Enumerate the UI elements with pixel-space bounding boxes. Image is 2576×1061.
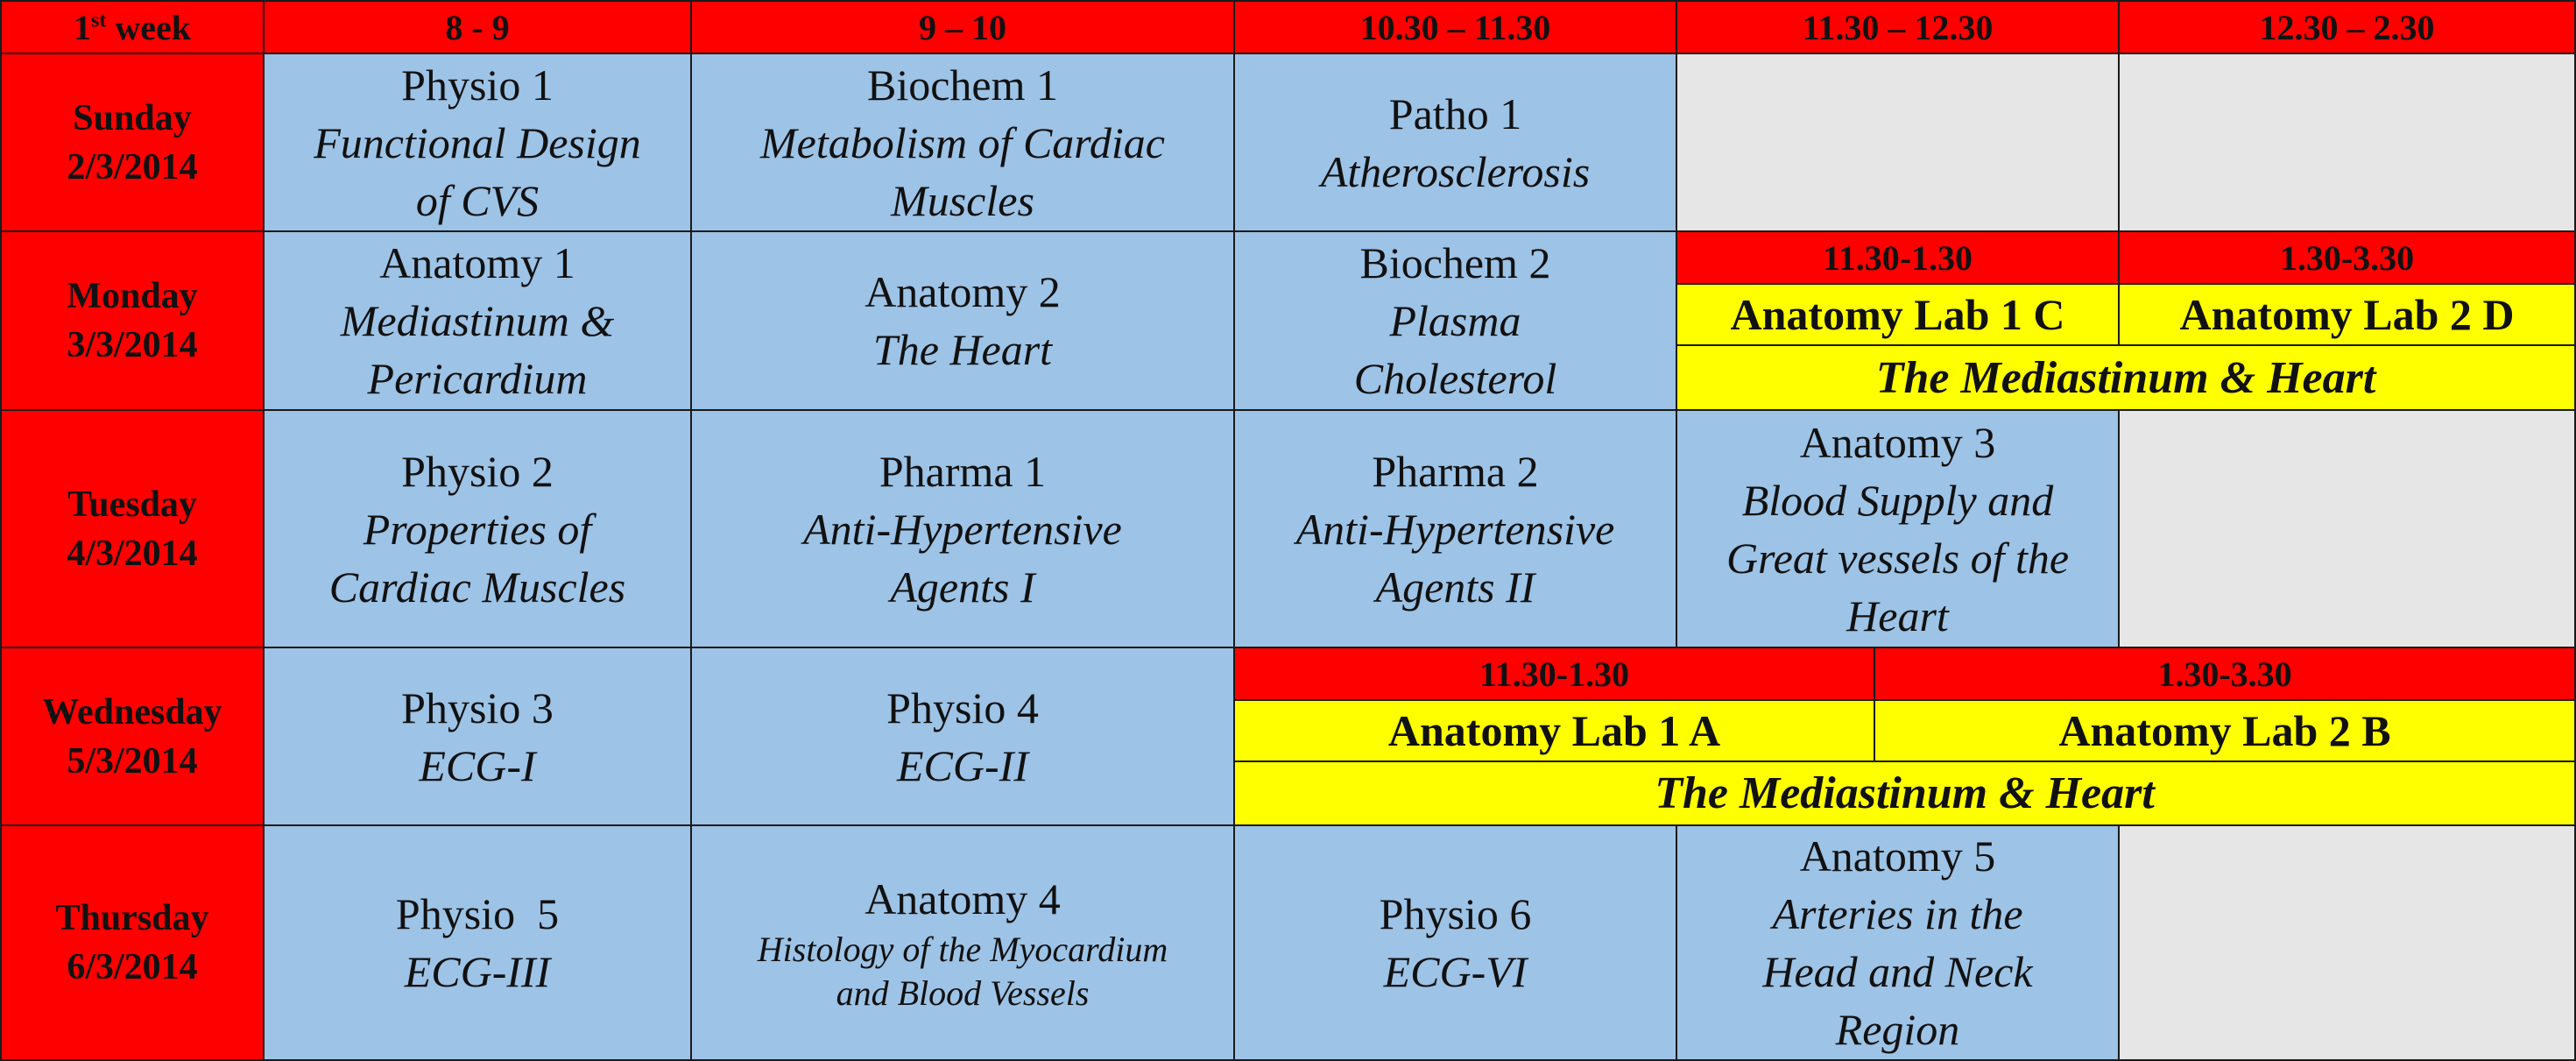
lecture-title: Physio 4 (886, 683, 1039, 732)
week-ordinal: st (91, 9, 107, 32)
lecture-topic-line: Functional Design (314, 117, 641, 167)
lecture-physio-2 (263, 409, 692, 648)
lecture-topic-line: Blood Supply and (1741, 475, 2054, 525)
lecture-pharma-1 (690, 409, 1235, 648)
slot-header-4: 11.30 – 12.30 (1676, 0, 2120, 54)
lecture-title: Pharma 2 (1372, 446, 1539, 496)
lecture-topic-line: Head and Neck (1762, 947, 2033, 996)
lecture-topic-line: Great vessels of the (1726, 533, 2070, 583)
lecture-biochem-1 (690, 53, 1235, 232)
lecture-topic-line: Mediastinum & (340, 296, 615, 345)
lecture-topic-line: and Blood Vessels (836, 973, 1090, 1013)
day-date: 5/3/2014 (67, 740, 198, 782)
week-header (0, 0, 265, 54)
lecture-topic-line: Properties of (363, 504, 592, 554)
lecture-topic-line: ECG-VI (1383, 947, 1528, 996)
lecture-topic-line: Plasma (1389, 296, 1521, 345)
lab-topic: The Mediastinum & Heart (1676, 344, 2576, 411)
day-name: Monday (67, 276, 198, 316)
lecture-topic-line: ECG-I (419, 740, 536, 790)
lecture-title: Patho 1 (1388, 88, 1522, 138)
lecture-topic-line: Region (1835, 1005, 1960, 1054)
day-name: Wednesday (42, 691, 222, 732)
lecture-topic-line: Agents II (1375, 562, 1535, 612)
lab-time-1: 11.30-1.30 (1676, 230, 2120, 285)
lecture-title: Anatomy 1 (379, 238, 575, 287)
lecture-pharma-2 (1233, 409, 1677, 648)
lecture-anatomy-1 (263, 230, 692, 411)
day-sunday (0, 53, 265, 232)
lecture-physio-5 (263, 824, 692, 1061)
lecture-physio-1 (263, 53, 692, 232)
day-tuesday (0, 409, 265, 648)
lecture-anatomy-4 (690, 824, 1235, 1061)
lecture-title: Biochem 2 (1359, 238, 1551, 287)
empty-slot (2118, 53, 2576, 232)
lecture-anatomy-3 (1676, 409, 2120, 648)
lecture-title: Physio 2 (401, 446, 554, 496)
lecture-topic-line: ECG-II (897, 740, 1028, 790)
lecture-topic-line: Atherosclerosis (1320, 146, 1591, 196)
lecture-topic-line: Histology of the Myocardium (757, 930, 1168, 969)
lecture-title: Physio 5 (395, 889, 560, 938)
lecture-title: Anatomy 2 (865, 267, 1061, 316)
lecture-title: Anatomy 4 (865, 874, 1061, 923)
lab-time-1: 11.30-1.30 (1233, 647, 1875, 701)
lecture-title: Physio 6 (1379, 889, 1532, 938)
lecture-anatomy-2 (690, 230, 1235, 411)
day-monday (0, 230, 265, 411)
week-word: week (106, 7, 191, 47)
day-wednesday (0, 647, 265, 826)
lecture-topic-line: Agents I (890, 562, 1035, 612)
lecture-biochem-2 (1233, 230, 1677, 411)
lab-group-1c: Anatomy Lab 1 C (1676, 283, 2120, 346)
lecture-topic-line: The Heart (872, 325, 1053, 374)
lecture-topic-line: Cardiac Muscles (328, 562, 626, 612)
lecture-topic-line: Muscles (891, 175, 1034, 225)
lecture-physio-4 (690, 647, 1235, 826)
lecture-topic-line: of CVS (415, 175, 540, 225)
lab-group-1a: Anatomy Lab 1 A (1233, 699, 1875, 762)
lecture-topic-line: ECG-III (404, 947, 551, 996)
day-thursday (0, 824, 265, 1061)
lecture-topic-line: Heart (1846, 591, 1949, 640)
lecture-title: Biochem 1 (866, 60, 1059, 110)
lab-topic: The Mediastinum & Heart (1233, 760, 2576, 826)
slot-header-2: 9 – 10 (690, 0, 1235, 54)
lecture-topic-line: Anti-Hypertensive (1295, 504, 1615, 554)
lab-group-2d: Anatomy Lab 2 D (2118, 283, 2576, 346)
lecture-title: Pharma 1 (879, 446, 1047, 496)
day-date: 6/3/2014 (67, 947, 198, 987)
empty-slot (2118, 409, 2576, 648)
slot-header-5: 12.30 – 2.30 (2118, 0, 2576, 54)
day-name: Tuesday (67, 484, 197, 525)
lab-time-2: 1.30-3.30 (1874, 647, 2576, 701)
lecture-title: Physio 1 (401, 60, 554, 110)
lecture-topic-line: Arteries in the (1772, 889, 2023, 938)
lecture-topic-line: Cholesterol (1353, 354, 1557, 403)
day-date: 3/3/2014 (67, 325, 198, 365)
lab-time-2: 1.30-3.30 (2118, 230, 2576, 285)
lecture-physio-3 (263, 647, 692, 826)
week-number: 1 (74, 7, 91, 47)
lecture-title: Physio 3 (401, 683, 554, 732)
empty-slot (1676, 53, 2120, 232)
day-name: Thursday (55, 898, 209, 938)
empty-slot (2118, 824, 2576, 1061)
lecture-physio-6 (1233, 824, 1677, 1061)
day-date: 2/3/2014 (67, 146, 198, 187)
slot-header-1: 8 - 9 (263, 0, 692, 54)
lecture-topic-line: Anti-Hypertensive (803, 504, 1122, 554)
lab-group-2b: Anatomy Lab 2 B (1874, 699, 2576, 762)
lecture-title: Anatomy 5 (1799, 831, 1996, 881)
slot-header-3: 10.30 – 11.30 (1233, 0, 1677, 54)
day-date: 4/3/2014 (67, 533, 198, 574)
lecture-anatomy-5 (1676, 824, 2120, 1061)
lecture-title: Anatomy 3 (1799, 417, 1996, 467)
lecture-patho-1 (1233, 53, 1677, 232)
day-name: Sunday (73, 97, 192, 138)
lecture-topic-line: Metabolism of Cardiac (759, 117, 1165, 167)
lecture-topic-line: Pericardium (367, 354, 588, 403)
